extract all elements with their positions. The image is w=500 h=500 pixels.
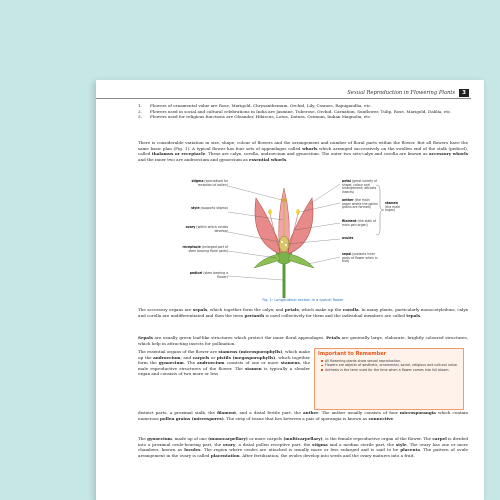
remember-list xyxy=(321,359,461,372)
running-header xyxy=(96,87,471,99)
chapter-title: Sexual Reproduction in Flowering Plants xyxy=(347,89,456,96)
petal-left-shape xyxy=(255,198,280,254)
label-sepal: sepal (protects inner parts of flower when in bud) xyxy=(342,252,378,264)
paragraph-sepals-petals: Sepals are usually green leaf-like structures which protect the inner floral appendages. Petals are generally large, elaborate, brightly coloured structures, which help in attracting insects for pollination. xyxy=(138,335,468,346)
label-anther: anther (the main organ where the pollen grains are formed) xyxy=(342,198,378,210)
list-item: 2. Flowers used in social and cultural celebrations in India are Jasmine, Tuberose, Orchid, Carnation, Sunflower, Tulip, Rose, Marigold, Dahlia, etc. xyxy=(138,108,452,114)
ovule-shape xyxy=(281,241,283,243)
list-item: 3. Flowers used for religious functions are Oleander, Hibiscus, Lotus, Datura, Ocimum, Indian Magnolia, etc. xyxy=(138,114,372,120)
label-style: style (supports stigma) xyxy=(191,206,228,210)
anther-left-shape xyxy=(268,209,272,215)
remember-item: All flowering plants show sexual reproduction. xyxy=(321,359,461,363)
paragraph-floral-whorls: There is considerable variation in size, shape, colour of flowers and the arrangement and number of floral parts within the flower. But all flowers have the same basic plan (Fig. 1). A typical flower has four sets of appendages called whorls which arranged successively on the swollen end of the stalk (pedicel), called thalamus or receptacle. These are calyx, corolla, androecium and gynoecium. The outer two sets-calyx and corolla are known as accessory whorls and the inner two are androecium and gynoecium as essential whorls. xyxy=(138,140,468,162)
paragraph-gynoecium: The gynoecium, made up of one (monocarpellary) or more carpels (multicarpellary), is the female reproductive organ of the flower. The carpel is divided into a proximal ovule-bearing part, the ovary; a distal pollen receptive part, the stigma and a median sterile part, the style. The ovary has one or more chambers, known as locules. The region where ovules are attached is usually more or less enlarged and is said to be placenta. The pattern of ovule arrangement in the ovary is called placentation. After fertilization, the ovules develop into seeds and the ovary matures into a fruit. xyxy=(138,436,469,458)
label-ovules: ovules xyxy=(342,236,354,240)
anther-right-shape xyxy=(296,209,300,215)
label-receptacle: receptacle (enlarged part of stem bearing floral parts) xyxy=(182,245,228,253)
figure-caption: Fig. 1: Longitudinal section in a typical flower xyxy=(262,298,344,302)
flower-use-list xyxy=(138,103,463,120)
page-number: 3 xyxy=(459,89,469,97)
flower-diagram xyxy=(164,180,404,298)
label-ovary: ovary (within which ovules develop) xyxy=(185,225,228,233)
ovule-shape xyxy=(285,244,287,246)
sepal-left-shape xyxy=(254,254,280,268)
paragraph-essential-organs: The essential organs of the flower are stamens (microsporophylls), which make up the androecium; and carpels or pistils (megasporophylls), which together form the gynoecium. The androecium consists of one or more stamens, the male reproductive structures of the flower. The stamen is typically a slender organ and consists of two more or less xyxy=(138,349,311,377)
label-stamen: stamen (the male organ) xyxy=(385,201,400,213)
book-page xyxy=(96,80,484,500)
label-filament: filament (the stalk of main pen organ) xyxy=(342,219,377,227)
label-petal: petal (great variety of shape, colour and arrangement; attracts insects) xyxy=(342,179,378,194)
list-item: 1. Flowers of ornamental value are Rose, Marigold, Chrysanthemum, Orchid, Lily, Cosmos, Rajnigandha, etc. xyxy=(138,103,372,108)
remember-title: Important to Remember xyxy=(318,351,387,357)
paragraph-accessory-organs: The accessory organs are sepals, which together form the calyx; and petals, which make up the corolla. In many plants, particularly monocotyledons, calyx and corolla are undifferentiated and then the term perianth is used collectively for them and the individual members are called tepals. xyxy=(138,307,468,318)
remember-item: Flowers are objects of aesthetic, ornamental, social, religious and cultural value. xyxy=(321,363,461,367)
important-to-remember-box xyxy=(314,348,464,410)
paragraph-stamen-parts: distinct parts, a proximal stalk, the filament, and a distal fertile part, the anther. The anther usually consists of four microsporangia which contain numerous pollen grains (microspores). The strip of tissue that lies between a pair of sporangia is known as connective. xyxy=(138,410,468,421)
sepal-right-shape xyxy=(288,254,314,268)
label-stigma: stigma (specialised for reception of pollen) xyxy=(191,179,228,187)
label-pedicel: pedicel (stem bearing a flower) xyxy=(189,271,228,279)
petal-right-shape xyxy=(288,198,313,254)
remember-item: Anthesis is the term used for the time when a flower comes into full bloom. xyxy=(321,368,461,372)
